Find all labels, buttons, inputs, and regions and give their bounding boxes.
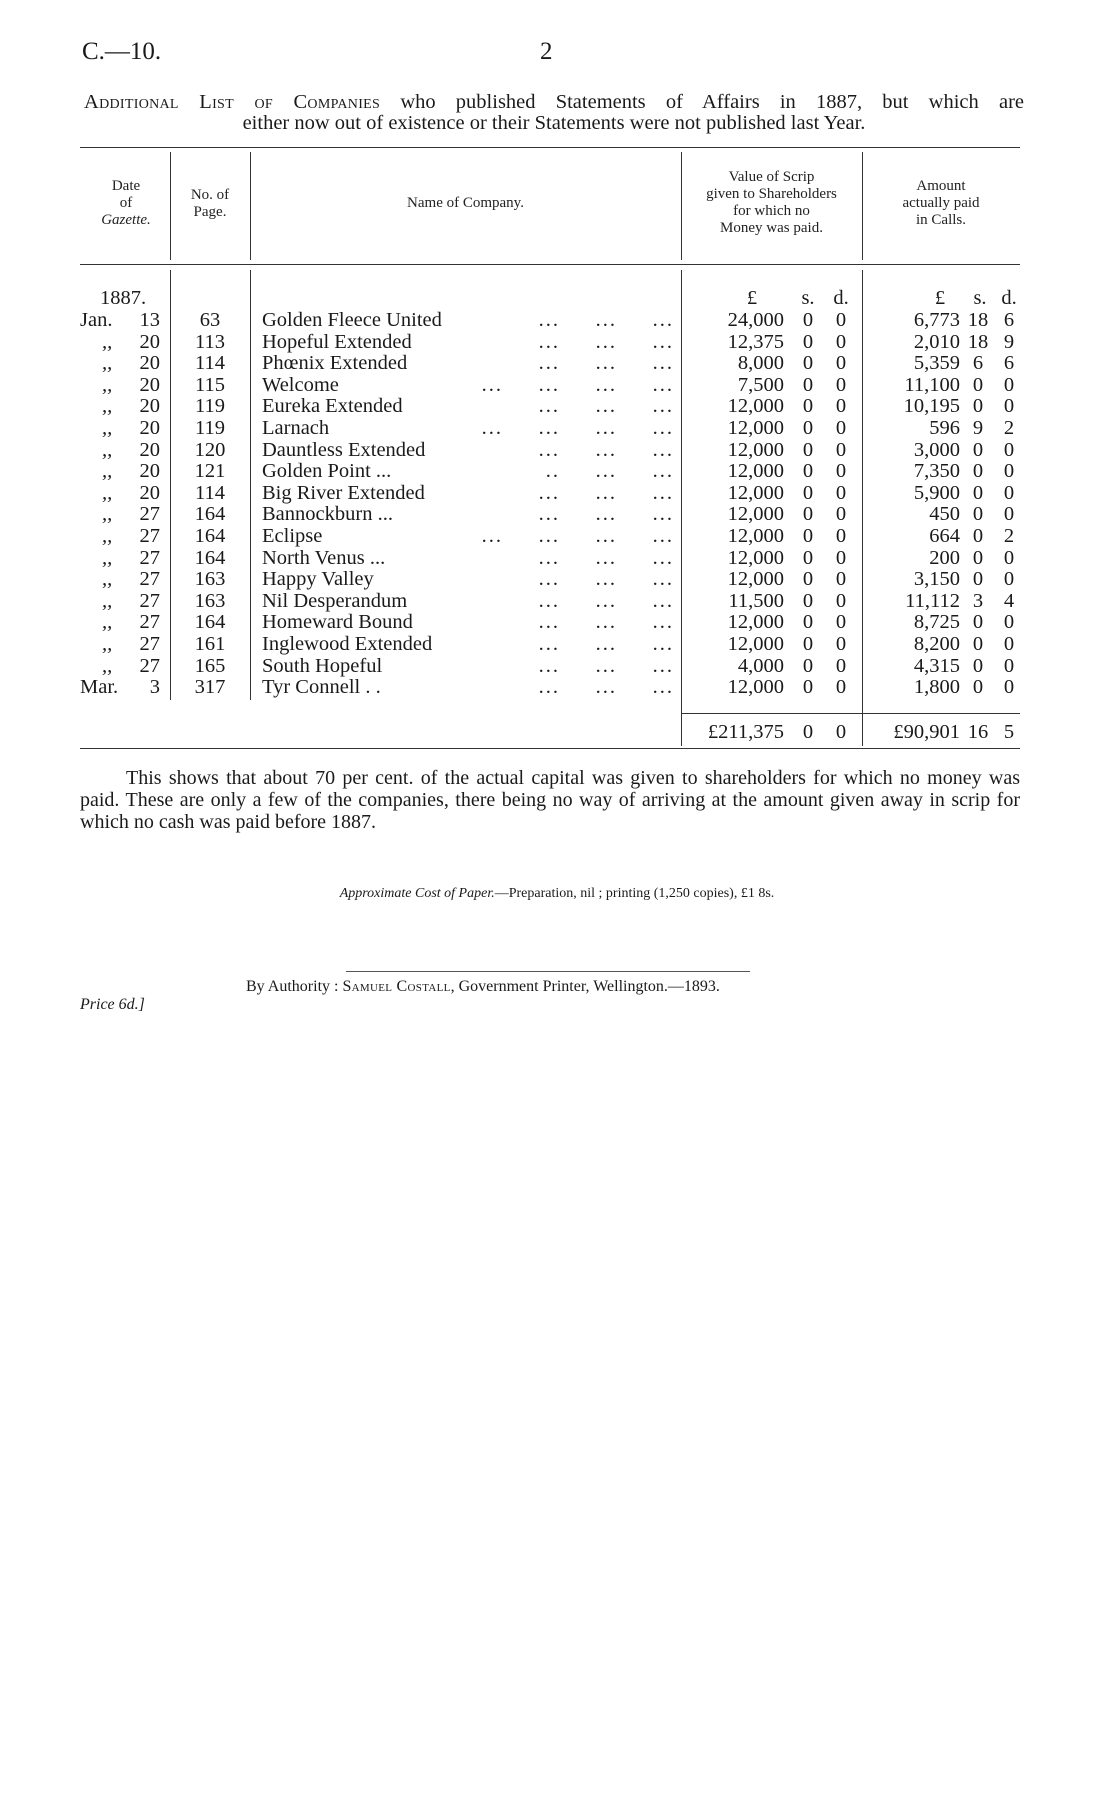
row-calls-shillings: 0 [972,373,984,396]
table-top-rule [80,147,1020,148]
col-header-calls-line2: actually paid [902,195,980,211]
row-day: 20 [139,460,160,483]
row-company-name: Bannockburn ... [262,503,393,526]
row-page: 119 [195,417,225,439]
row-leader-dots: ... ... ... [538,546,674,569]
row-calls-pence: 0 [1003,611,1015,634]
row-page: 317 [194,676,226,699]
row-month: ,, [102,352,113,375]
document-reference: C.—10. [82,38,162,65]
row-month: ,, [102,589,113,612]
row-page: 121 [194,460,226,483]
row-day: 20 [139,352,160,375]
title-rest: who published Statements of Affairs in 1887, but which are [400,91,1024,113]
row-scrip-pounds: 12,000 [727,417,784,439]
row-day: 27 [139,546,160,569]
row-calls-shillings: 0 [972,395,984,418]
row-calls-shillings: 3 [972,589,984,612]
cost-text: —Preparation, nil ; printing (1,250 copies), £1 8s. [494,886,775,901]
row-month: ,, [102,568,113,591]
row-calls-pounds: 3,000 [913,438,960,461]
row-leader-dots: ... ... ... [538,654,674,677]
row-company-name: Golden Fleece United [262,309,442,331]
row-scrip-shillings: 0 [802,654,814,677]
authority-prefix: By Authority : [246,978,343,995]
row-calls-pence: 2 [1003,525,1015,547]
row-leader-dots: ... ... ... [538,330,674,353]
row-month: Jan. [80,309,113,331]
col-header-page [170,187,250,221]
row-leader-dots: ... ... ... [538,481,674,504]
row-page: 161 [194,633,226,655]
row-calls-pounds: 5,900 [913,481,960,504]
row-page: 114 [195,481,225,504]
row-calls-shillings: 0 [972,460,984,483]
total-calls-pence: 5 [1003,721,1015,743]
row-company-name: Nil Desperandum [262,589,408,612]
row-company-name: Dauntless Extended [262,438,426,461]
row-day: 27 [139,611,160,634]
row-scrip-pounds: 12,375 [727,330,784,353]
row-scrip-pence: 0 [835,633,847,655]
row-day: 27 [139,568,160,591]
row-month: ,, [102,503,113,526]
row-page: 164 [194,503,226,526]
row-calls-pence: 0 [1003,460,1015,483]
row-day: 20 [139,417,160,439]
row-page: 163 [194,568,226,591]
row-scrip-pence: 0 [835,417,847,439]
row-leader-dots: ... ... ... [538,676,674,699]
row-company-name: Inglewood Extended [262,633,433,655]
row-month: ,, [102,395,113,418]
row-day: 27 [139,503,160,526]
row-calls-pounds: 5,359 [913,352,960,375]
row-scrip-pounds: 4,000 [737,654,784,677]
row-scrip-pounds: 12,000 [727,460,784,483]
row-day: 27 [139,633,160,655]
row-day: 27 [139,654,160,677]
row-page: 120 [194,438,226,461]
row-month: ,, [102,611,113,634]
row-calls-shillings: 9 [972,417,984,439]
row-calls-pence: 0 [1003,503,1015,526]
row-company-name: North Venus ... [262,546,386,569]
row-company-name: South Hopeful [262,654,383,677]
row-scrip-pence: 0 [835,525,847,547]
row-company-name: Welcome [262,373,339,396]
row-day: 27 [139,589,160,612]
footer-rule [346,971,750,972]
row-calls-pence: 0 [1003,568,1015,591]
col-header-date-line1: Date [111,178,141,194]
row-calls-pence: 0 [1003,676,1015,699]
row-calls-pounds: 2,010 [913,330,960,353]
row-company-name: Tyr Connell . . [262,676,381,699]
row-scrip-pence: 0 [835,568,847,591]
row-scrip-pounds: 12,000 [727,395,784,418]
col-header-scrip-line1: Value of Scrip [728,169,815,185]
col-header-scrip [681,169,862,237]
row-scrip-pounds: 12,000 [727,525,784,547]
calls-pound-unit: £ [934,287,946,309]
calls-shilling-unit: s. [973,287,987,309]
row-calls-pounds: 6,773 [913,309,960,331]
row-day: 20 [139,395,160,418]
row-scrip-shillings: 0 [802,395,814,418]
row-scrip-pounds: 24,000 [727,309,784,331]
row-company-name: Happy Valley [262,568,374,591]
price-label: Price 6d.] [80,996,145,1013]
row-leader-dots: ... ... ... ... [481,373,674,396]
row-calls-pounds: 4,315 [913,654,960,677]
row-scrip-pence: 0 [835,654,847,677]
row-scrip-shillings: 0 [802,481,814,504]
scrip-pound-unit: £ [746,287,758,309]
summary-paragraph: This shows that about 70 per cent. of the actual capital was given to shareholders for which no money was paid. These are only a few of the companies, there being no way of arriving at the amount given away in scrip for which no cash was paid before 1887. [80,767,1020,833]
col-header-page-line1: No. of [190,187,230,203]
row-scrip-pounds: 11,500 [728,589,784,612]
row-calls-pence: 0 [1003,438,1015,461]
row-day: 20 [139,438,160,461]
row-scrip-pence: 0 [835,352,847,375]
row-scrip-pence: 0 [835,676,847,699]
row-company-name: Golden Point ... [262,460,392,483]
row-calls-shillings: 0 [972,546,984,569]
row-day: 3 [149,676,160,699]
scrip-pence-unit: d. [833,287,849,309]
row-calls-shillings: 6 [972,352,984,375]
row-scrip-shillings: 0 [802,546,814,569]
row-scrip-shillings: 0 [802,309,814,331]
row-calls-pounds: 10,195 [903,395,960,418]
row-leader-dots: ... ... ... [538,395,674,418]
table-bottom-rule [80,748,1020,749]
col-header-date-line2: of [119,195,133,211]
row-day: 20 [139,481,160,504]
row-leader-dots: ... ... ... [538,611,674,634]
row-calls-shillings: 0 [972,525,984,547]
col-header-date [82,178,170,229]
col-header-scrip-line4: Money was paid. [720,220,823,236]
row-calls-shillings: 0 [972,438,984,461]
authority-suffix: , Government Printer, Wellington.—1893. [450,978,720,995]
row-calls-pounds: 1,800 [913,676,960,699]
row-calls-pounds: 7,350 [913,460,960,483]
row-calls-pounds: 596 [929,417,960,439]
row-company-name: Homeward Bound [262,611,413,634]
row-scrip-pounds: 12,000 [727,503,784,526]
row-scrip-pence: 0 [835,438,847,461]
row-month: ,, [102,417,113,439]
row-scrip-pounds: 7,500 [737,373,784,396]
row-scrip-pounds: 12,000 [727,611,784,634]
row-calls-shillings: 0 [972,654,984,677]
row-calls-pence: 6 [1003,352,1015,375]
row-calls-pence: 2 [1003,417,1015,439]
row-month: ,, [102,546,113,569]
row-scrip-pence: 0 [835,546,847,569]
row-scrip-pounds: 12,000 [727,438,784,461]
row-leader-dots: ... ... ... ... [481,417,674,439]
row-page: 164 [194,611,226,634]
row-scrip-pounds: 12,000 [727,568,784,591]
row-calls-pence: 0 [1003,654,1015,677]
calls-pence-unit: d. [1001,287,1017,309]
col-divider-2 [250,270,251,700]
authority-line [246,978,720,996]
row-leader-dots: ... ... ... [538,309,674,331]
row-calls-pounds: 8,725 [913,611,960,634]
row-scrip-shillings: 0 [802,460,814,483]
row-calls-shillings: 0 [972,633,984,655]
totals-rule [681,713,1020,714]
row-scrip-shillings: 0 [802,633,814,655]
row-scrip-pence: 0 [835,481,847,504]
header-bottom-rule [80,264,1020,265]
row-page: 164 [194,546,226,569]
row-scrip-pounds: 12,000 [727,546,784,569]
col-header-scrip-line3: for which no [733,203,810,219]
row-scrip-shillings: 0 [802,417,814,439]
col-header-calls-line3: in Calls. [915,212,966,228]
row-company-name: Eureka Extended [262,395,403,418]
row-leader-dots: ... ... ... [538,589,674,612]
row-calls-shillings: 0 [972,481,984,504]
row-scrip-pence: 0 [835,589,847,612]
row-scrip-shillings: 0 [802,438,814,461]
row-scrip-pence: 0 [835,330,847,353]
row-leader-dots: ... ... ... [538,352,674,375]
row-calls-pounds: 450 [929,503,960,526]
row-calls-pence: 0 [1003,481,1015,504]
row-company-name: Eclipse [262,525,323,547]
col-header-date-line3: Gazette. [101,212,151,228]
row-company-name: Hopeful Extended [262,330,412,353]
row-scrip-pence: 0 [835,309,847,331]
row-leader-dots: ... ... ... ... [481,525,674,547]
col-header-calls-line1: Amount [916,178,966,194]
row-scrip-shillings: 0 [802,589,814,612]
row-leader-dots: ... ... ... [538,633,674,655]
total-scrip-pence: 0 [835,721,847,743]
row-month: ,, [102,330,113,353]
row-page: 119 [195,395,225,418]
row-calls-pounds: 200 [929,546,960,569]
row-month: Mar. [80,676,119,699]
row-calls-shillings: 0 [972,611,984,634]
scrip-shilling-unit: s. [801,287,815,309]
row-month: ,, [102,654,113,677]
cost-label: Approximate Cost of Paper. [339,886,495,901]
row-scrip-pounds: 12,000 [727,676,784,699]
row-scrip-pence: 0 [835,395,847,418]
row-calls-pence: 0 [1003,373,1015,396]
table-title [84,92,1024,134]
total-scrip-pounds: £211,375 [707,721,784,743]
row-month: ,, [102,438,113,461]
row-calls-pence: 0 [1003,633,1015,655]
row-company-name: Larnach [262,417,330,439]
row-scrip-shillings: 0 [802,373,814,396]
row-calls-pounds: 3,150 [913,568,960,591]
row-calls-shillings: 0 [972,568,984,591]
row-calls-shillings: 0 [972,503,984,526]
row-scrip-pounds: 8,000 [737,352,784,375]
page-number: 2 [540,38,553,65]
row-page: 113 [195,330,225,353]
row-day: 20 [139,330,160,353]
row-leader-dots: ... ... ... [538,503,674,526]
cost-line [0,886,1114,902]
title-line-2: either now out of existence or their Statements were not published last Year. [242,112,866,134]
row-scrip-shillings: 0 [802,330,814,353]
row-leader-dots: ... ... ... [538,568,674,591]
col-header-calls [862,178,1020,229]
row-scrip-pounds: 12,000 [727,481,784,504]
row-page: 164 [194,525,226,547]
row-page: 165 [194,654,226,677]
total-scrip-shillings: 0 [802,721,814,743]
total-calls-shillings: 16 [967,721,989,743]
row-month: ,, [102,481,113,504]
row-calls-pounds: 664 [929,525,960,547]
row-month: ,, [102,525,113,547]
row-month: ,, [102,373,113,396]
row-company-name: Big River Extended [262,481,425,504]
row-scrip-pence: 0 [835,503,847,526]
row-day: 13 [139,309,160,331]
row-day: 27 [139,525,160,547]
year-label: 1887. [100,287,147,309]
row-page: 163 [194,589,226,612]
row-month: ,, [102,633,113,655]
row-calls-pounds: 11,112 [905,589,960,612]
row-scrip-pounds: 12,000 [727,633,784,655]
col-header-page-line2: Page. [193,204,227,220]
row-calls-pence: 0 [1003,546,1015,569]
row-scrip-shillings: 0 [802,568,814,591]
row-calls-shillings: 18 [967,330,989,353]
row-scrip-shillings: 0 [802,503,814,526]
row-calls-pounds: 11,100 [904,373,960,396]
row-calls-pence: 0 [1003,395,1015,418]
row-leader-dots: ... ... ... [538,438,674,461]
col-header-name: Name of Company. [407,195,524,211]
row-scrip-pence: 0 [835,373,847,396]
row-page: 63 [199,309,221,331]
row-calls-shillings: 0 [972,676,984,699]
row-company-name: Phœnix Extended [262,352,408,375]
row-scrip-pence: 0 [835,611,847,634]
title-smallcaps: Additional List of Companies [84,91,381,113]
row-calls-pence: 4 [1003,589,1015,612]
total-calls-pounds: £90,901 [893,721,960,743]
title-line-1 [84,92,1024,113]
row-page: 115 [195,373,225,396]
row-calls-shillings: 18 [967,309,989,331]
row-leader-dots: .. ... ... [545,460,674,483]
row-calls-pence: 9 [1003,330,1015,353]
row-day: 20 [139,373,160,396]
row-scrip-shillings: 0 [802,352,814,375]
row-scrip-shillings: 0 [802,525,814,547]
printer-name: Samuel Costall [342,978,451,995]
row-scrip-shillings: 0 [802,611,814,634]
row-scrip-pence: 0 [835,460,847,483]
row-scrip-shillings: 0 [802,676,814,699]
row-page: 114 [195,352,225,375]
col-header-scrip-line2: given to Shareholders [706,186,837,202]
row-month: ,, [102,460,113,483]
row-calls-pence: 6 [1003,309,1015,331]
row-calls-pounds: 8,200 [913,633,960,655]
